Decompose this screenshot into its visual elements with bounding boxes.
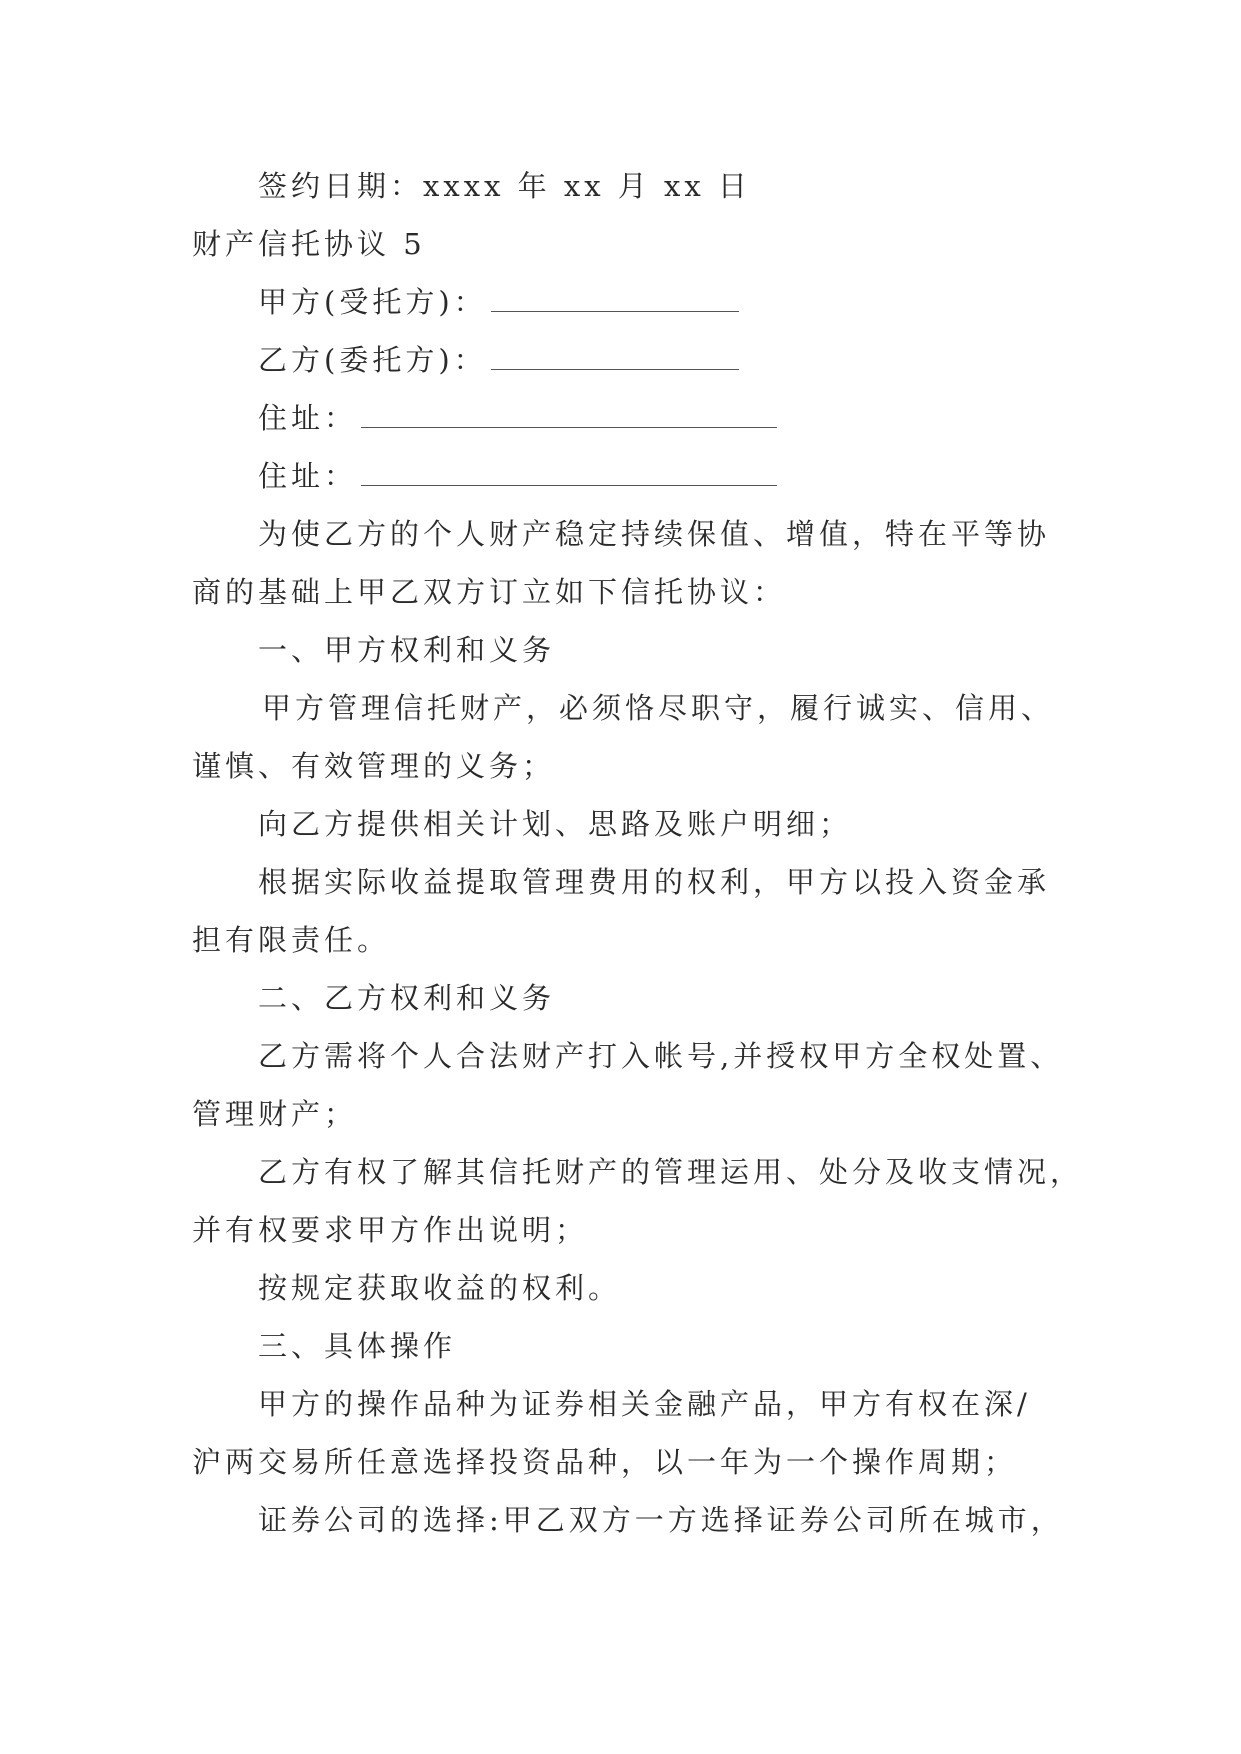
clause-1-2: 向乙方提供相关计划、思路及账户明细； — [258, 807, 853, 841]
section-3-heading: 三、具体操作 — [258, 1329, 457, 1363]
section-1-heading: 一、甲方权利和义务 — [258, 633, 556, 667]
address-b-label: 住址： — [258, 459, 358, 493]
agreement-title: 财产信托协议 5 — [192, 227, 426, 261]
clause-2-2-line-1: 乙方有权了解其信托财产的管理运用、处分及收支情况， — [258, 1155, 1084, 1189]
clause-1-1-line-2: 谨慎、有效管理的义务； — [192, 749, 556, 783]
preamble-line-2: 商的基础上甲乙双方订立如下信托协议： — [192, 575, 787, 609]
address-a-label: 住址： — [258, 401, 358, 435]
clause-2-1-line-1: 乙方需将个人合法财产打入帐号,并授权甲方全权处置、 — [258, 1039, 1064, 1073]
clause-2-2-line-2: 并有权要求甲方作出说明； — [192, 1213, 589, 1247]
clause-2-1-line-2: 管理财产； — [192, 1097, 358, 1131]
address-b-blank — [361, 459, 777, 486]
clause-1-3-line-2: 担有限责任。 — [192, 923, 391, 957]
clause-3-1-line-2: 沪两交易所任意选择投资品种，以一年为一个操作周期； — [192, 1445, 1018, 1479]
clause-2-3: 按规定获取收益的权利。 — [258, 1271, 622, 1305]
signing-date-line: 签约日期：xxxx 年 xx 月 xx 日 — [258, 169, 751, 203]
address-a-line — [258, 398, 777, 438]
party-b-line — [258, 340, 739, 380]
clause-3-1-line-1: 甲方的操作品种为证券相关金融产品，甲方有权在深/ — [258, 1387, 1031, 1421]
party-a-blank — [491, 285, 739, 312]
party-a-line — [258, 282, 739, 322]
address-b-line — [258, 456, 777, 496]
clause-1-1-line-1: 甲方管理信托财产，必须恪尽职守，履行诚实、信用、 — [262, 691, 1055, 725]
party-b-label: 乙方(委托方)： — [258, 343, 487, 377]
party-a-label: 甲方(受托方)： — [258, 285, 487, 319]
address-a-blank — [361, 401, 777, 428]
preamble-line-1: 为使乙方的个人财产稳定持续保值、增值，特在平等协 — [258, 517, 1051, 551]
section-2-heading: 二、乙方权利和义务 — [258, 981, 556, 1015]
clause-1-3-line-1: 根据实际收益提取管理费用的权利，甲方以投入资金承 — [258, 865, 1051, 899]
party-b-blank — [491, 343, 739, 370]
clause-3-2-line-1: 证券公司的选择:甲乙双方一方选择证券公司所在城市， — [258, 1503, 1064, 1537]
